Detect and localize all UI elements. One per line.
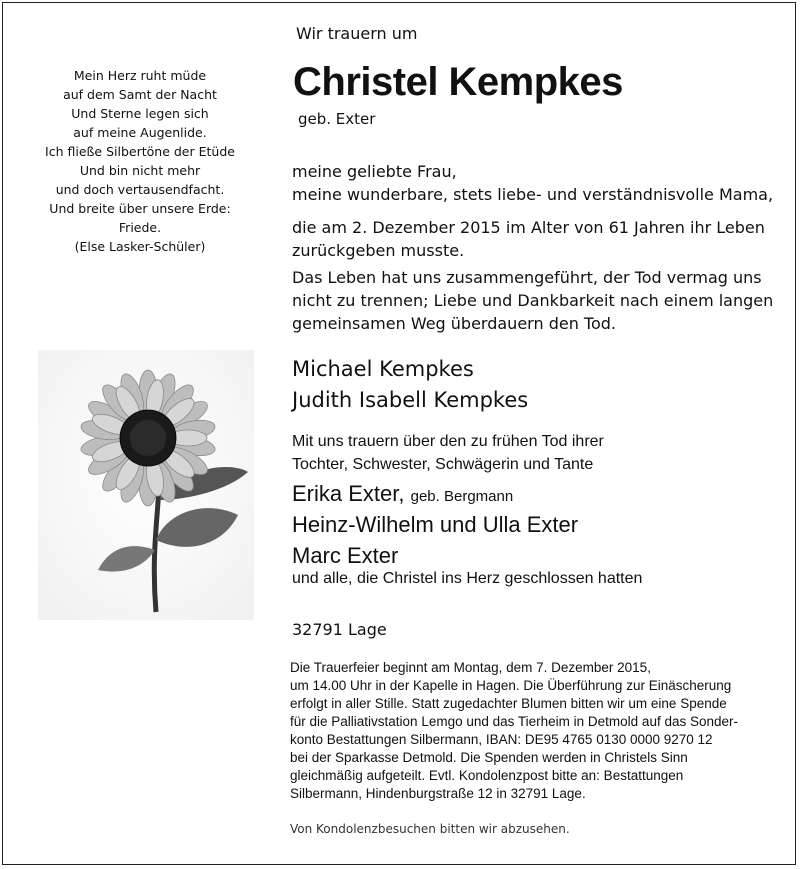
sunflower-icon (38, 350, 254, 620)
poem-line: Friede. (118, 220, 162, 235)
dedication (292, 160, 782, 206)
relative-1 (292, 478, 513, 512)
poem-line: und doch vertausendfacht. (55, 182, 225, 197)
text-line: nicht zu trennen; Liebe und Dankbarkeit nach einem langen (292, 291, 774, 310)
text-line: die am 2. Dezember 2015 im Alter von 61 Jahren ihr Leben (292, 218, 765, 237)
poem-line: Mein Herz ruht müde (73, 68, 207, 83)
relative-2: Heinz-Wilhelm und Ulla Exter (292, 512, 579, 537)
death-info (292, 216, 782, 262)
survivor-name: Michael Kempkes (292, 357, 474, 381)
poem-line: Und Sterne legen sich (71, 106, 209, 121)
survivor-name: Judith Isabell Kempkes (292, 388, 529, 412)
others-text: und alle, die Christel ins Herz geschlossen hatten (292, 570, 643, 587)
poem-line: auf dem Samt der Nacht (63, 87, 217, 102)
footer-note: Von Kondolenzbesuchen bitten wir abzusehen. (290, 822, 570, 836)
text-line: bei der Sparkasse Detmold. Die Spenden werden in Christels Sinn (290, 750, 688, 765)
city: 32791 Lage (292, 620, 387, 639)
text-line: gleichmäßig aufgeteilt. Evtl. Kondolenzpost bitte an: Bestattungen (290, 768, 684, 783)
poem-line: Und bin nicht mehr (79, 163, 201, 178)
text-line: Mit uns trauern über den zu frühen Tod ihrer (292, 433, 604, 450)
mourning-text (292, 430, 604, 476)
relative-name: Erika Exter, (292, 481, 405, 506)
text-line: gemeinsamen Weg überdauern den Tod. (292, 314, 616, 333)
text-line: für die Palliativstation Lemgo und das Tierheim in Detmold auf das Sonder- (290, 714, 738, 729)
poem-line: auf meine Augenlide. (73, 125, 207, 140)
poem-author: (Else Lasker-Schüler) (74, 239, 206, 254)
text-line: erfolgt in aller Stille. Statt zugedachter Blumen bitten wir um eine Spende (290, 696, 727, 711)
text-line: um 14.00 Uhr in der Kapelle in Hagen. Die Überführung zur Einäscherung (290, 678, 732, 693)
text-line: konto Bestattungen Silbermann, IBAN: DE95 4765 0130 0000 9270 12 (290, 732, 713, 747)
quote-text (292, 266, 782, 335)
text-line: Das Leben hat uns zusammengeführt, der Tod vermag uns (292, 268, 762, 287)
poem (30, 66, 250, 256)
relative-nee: geb. Bergmann (410, 488, 514, 505)
text-line: Silbermann, Hindenburgstraße 12 in 32791 Lage. (290, 786, 586, 801)
text-line: zurückgeben musste. (292, 241, 465, 260)
relative-3: Marc Exter (292, 543, 399, 568)
text-line: meine geliebte Frau, (292, 162, 457, 181)
poem-line: Ich fließe Silbertöne der Etüde (45, 144, 235, 159)
maiden-name: geb. Exter (298, 110, 376, 128)
poem-line: Und breite über unsere Erde: (49, 201, 231, 216)
intro-text: Wir trauern um (296, 24, 418, 43)
deceased-name: Christel Kempkes (293, 60, 623, 104)
text-line: Die Trauerfeier beginnt am Montag, dem 7. Dezember 2015, (290, 660, 651, 675)
survivors (292, 354, 528, 416)
funeral-info (290, 659, 738, 803)
text-line: Tochter, Schwester, Schwägerin und Tante (292, 456, 594, 473)
text-line: meine wunderbare, stets liebe- und verständnisvolle Mama, (292, 185, 774, 204)
